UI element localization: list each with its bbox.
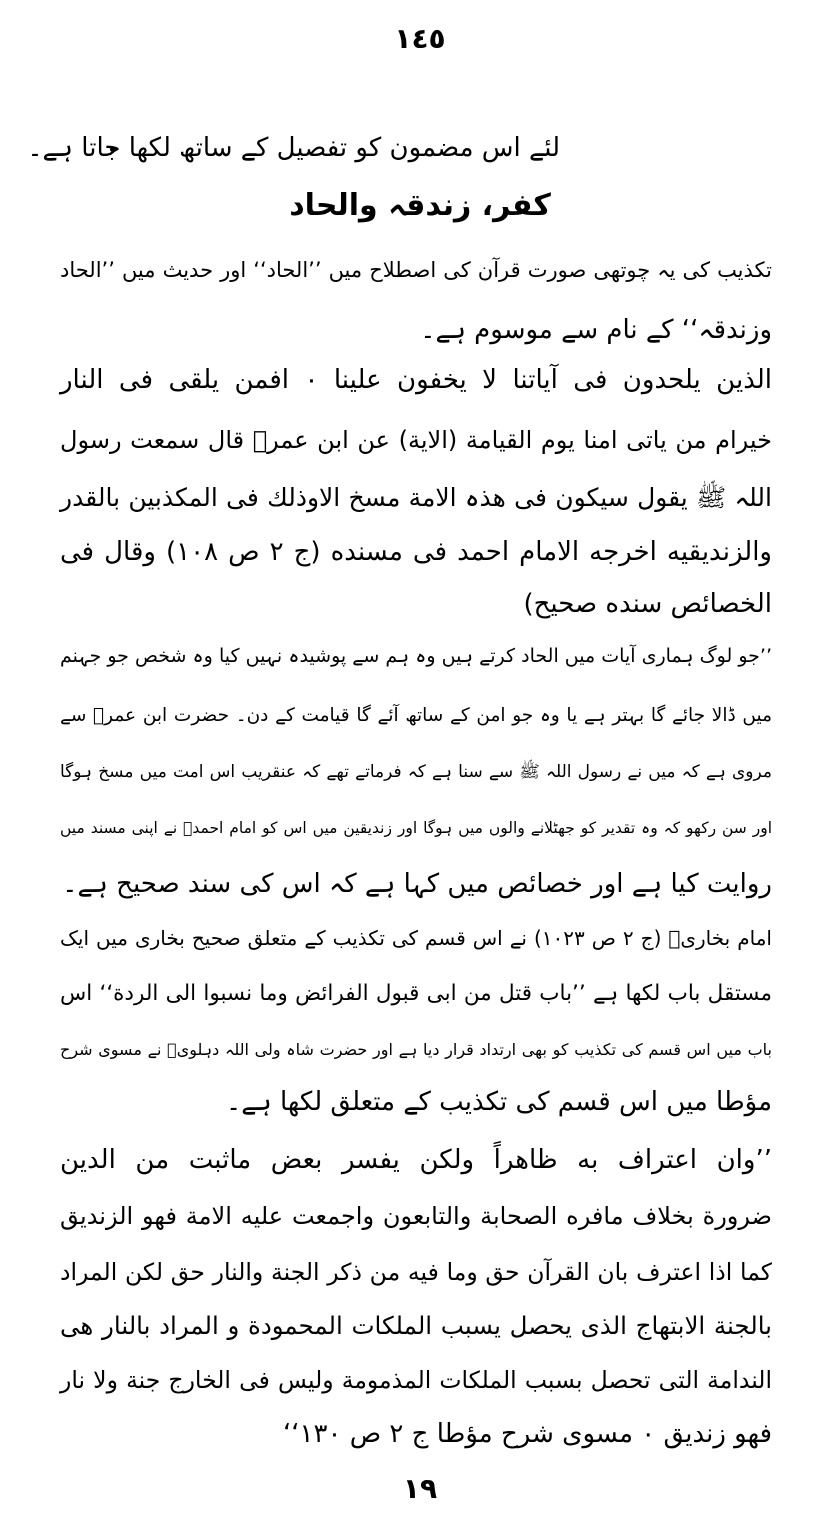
page-number-top: ١٤٥ (394, 22, 446, 55)
arabic-line-20: ضرورة بخلاف مافره الصحابة والتابعون واجمعت علیه الامة فهو الزندیق (60, 1202, 772, 1230)
text-line-14: روایت کیا ہے اور خصائص میں کہا ہے کہ اس کی سند صحیح ہے۔ (62, 869, 772, 899)
arabic-line-23: الندامة التی تحصل بسبب الملکات المذمومة ولیس فی الخارج جنة ولا نار (60, 1366, 772, 1394)
text-line-1: لئے اس مضمون کو تفصیل کے ساتھ لکھا جاتا ہے۔ (27, 133, 560, 163)
text-line-3: تکذیب کی یہ چوتھی صورت قرآن کی اصطلاح میں ’’الحاد‘‘ اور حدیث میں ’’الحاد (60, 258, 772, 282)
text-line-16: مستقل باب لکھا ہے ’’باب قتل من ابی قبول الفرائض وما نسبوا الی الردة‘‘ اس (60, 981, 772, 1006)
arabic-line-6: خیرام من یاتی امنا یوم القیامة (الایة) عن ابن عمرؓ قال سمعت رسول (60, 426, 772, 454)
arabic-line-22: بالجنة الابتهاج الذی یحصل یسبب الملکات المحمودة و المراد بالنار هی (60, 1311, 772, 1340)
arabic-line-7: اللہ ﷺ یقول سیکون فی ھذہ الامة مسخ الاوذلك فی المکذبین بالقدر (60, 483, 772, 512)
text-line-18: مؤطا میں اس قسم کی تکذیب کے متعلق لکھا ہے۔ (226, 1087, 772, 1117)
text-line-4: وزندقہ‘‘ کے نام سے موسوم ہے۔ (420, 315, 772, 345)
arabic-line-19: ’’وان اعتراف به ظاهراً ولکن یفسر بعض ماثبت من الدین (60, 1145, 772, 1175)
arabic-line-8: والزندیقیه اخرجه الامام احمد فی مسنده (ج ٢ ص ١٠٨) وقال فی (60, 537, 772, 567)
section-heading: کفر، زندقہ والحاد (289, 188, 551, 223)
text-line-13: اور سن رکھو کہ وہ تقدیر کو جھٹلانے والوں میں ہوگا اور زندیقین میں اس کو امام احمدؒ نے اپنی مسند میں (60, 819, 772, 837)
text-line-12: مروی ہے کہ میں نے رسول اللہ ﷺ سے سنا ہے کہ فرماتے تھے کہ عنقریب اس امت میں مسخ ہوگا (60, 762, 772, 782)
page-number-bottom: ١٩ (402, 1472, 438, 1505)
arabic-line-24: فهو زندیق ۰ مسوی شرح مؤطا ج ٢ ص ١٣٠‘‘ (283, 1419, 772, 1449)
text-line-17: باب میں اس قسم کی تکذیب کو بھی ارتداد قرار دیا ہے اور حضرت شاہ ولی اللہ دہلویؒ نے مسوی شرح (60, 1040, 772, 1059)
arabic-line-9: الخصائص سنده صحیح) (523, 589, 772, 619)
arabic-line-5: الذین یلحدون فی آیاتنا لا یخفون علینا ۰ افمن یلقی فی النار (60, 365, 772, 395)
text-line-15: امام بخاریؒ (ج ٢ ص ١٠٢٣) نے اس قسم کی تکذیب کے متعلق صحیح بخاری میں ایک (60, 926, 772, 950)
arabic-line-21: کما اذا اعترف بان القرآن حق وما فیه من ذکر الجنة والنار حق لکن المراد (60, 1258, 772, 1286)
text-line-10: ’’جو لوگ ہماری آیات میں الحاد کرتے ہیں وہ ہم سے پوشیدہ نہیں کیا وہ شخص جو جہنم (60, 645, 772, 667)
text-line-11: میں ڈالا جائے گا بہتر ہے یا وہ جو امن کے ساتھ آئے گا قیامت کے دن۔ حضرت ابن عمرؓ سے (60, 705, 772, 726)
